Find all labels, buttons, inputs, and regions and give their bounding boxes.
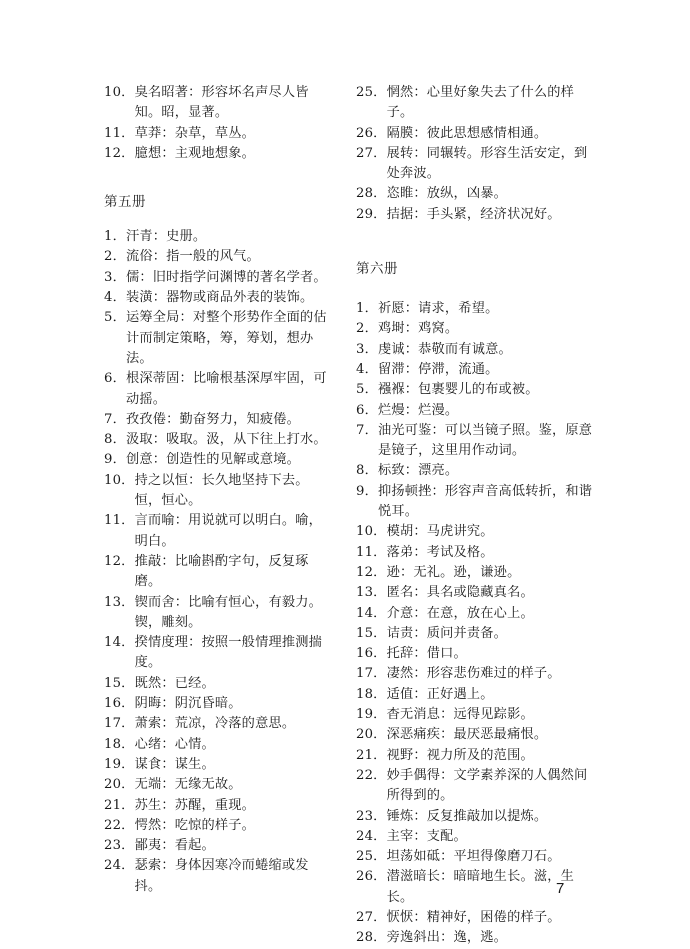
entry-number: 12． <box>104 553 135 569</box>
glossary-entry <box>104 369 334 410</box>
entry-number: 14． <box>104 635 135 651</box>
entry-text: 介意：在意，放在心上。 <box>386 605 534 621</box>
entry-text: 惘然：心里好象失去了什么的样子。 <box>386 85 575 121</box>
entry-number: 19． <box>356 707 387 723</box>
entry-text: 杳无消息：远得见踪影。 <box>386 707 534 723</box>
entry-text: 创意：创造性的见解或意境。 <box>125 452 301 468</box>
entry-text: 臆想：主观地想象。 <box>134 145 256 161</box>
glossary-entry <box>356 184 596 204</box>
glossary-entry <box>356 401 596 421</box>
entry-text: 匿名：具名或隐藏真名。 <box>386 585 534 601</box>
glossary-entry <box>356 624 596 644</box>
glossary-entry <box>104 593 334 634</box>
entry-number: 22． <box>104 817 135 833</box>
glossary-entry <box>356 847 596 867</box>
entry-number: 21． <box>104 797 135 813</box>
entry-number: 17． <box>356 666 387 682</box>
entry-text: 适值：正好遇上。 <box>386 686 494 702</box>
glossary-entry <box>356 583 596 603</box>
entry-text: 深恶痛疾：最厌恶最痛恨。 <box>386 727 548 743</box>
entry-number: 4． <box>104 290 126 306</box>
entry-text: 落弟：考试及格。 <box>386 544 494 560</box>
entry-number: 21． <box>356 747 387 763</box>
entry-text: 苏生：苏醒，重现。 <box>134 797 256 813</box>
glossary-entry <box>356 299 596 319</box>
glossary-entry <box>104 775 334 795</box>
entry-text: 妙手偶得：文学素养深的人偶然间所得到的。 <box>386 767 588 804</box>
glossary-entry <box>356 340 596 360</box>
glossary-entry <box>104 836 334 856</box>
entry-number: 10． <box>104 85 135 100</box>
entry-number: 8． <box>104 432 126 448</box>
entry-number: 1． <box>104 229 126 245</box>
entry-text: 凄然：形容悲伤难过的样子。 <box>386 666 561 682</box>
page-number: 7 <box>556 880 565 897</box>
entry-list-left-2 <box>104 227 334 897</box>
glossary-entry <box>104 856 334 897</box>
entry-number: 2． <box>356 321 378 337</box>
glossary-entry <box>104 511 334 552</box>
glossary-entry <box>356 360 596 380</box>
entry-text: 油光可鉴：可以当镜子照。鉴，原意是镜子，这里用作动词。 <box>377 422 593 459</box>
entry-number: 23． <box>356 808 387 824</box>
entry-number: 5． <box>104 310 126 326</box>
entry-number: 23． <box>104 838 135 854</box>
entry-number: 27． <box>356 909 387 925</box>
entry-number: 22． <box>356 767 387 783</box>
entry-number: 1． <box>356 301 378 317</box>
entry-text: 心绪：心情。 <box>134 736 215 752</box>
entry-number: 16． <box>104 696 135 712</box>
entry-text: 流俗：指一般的风气。 <box>125 249 260 265</box>
entry-text: 鸡埘：鸡窝。 <box>377 321 459 337</box>
entry-text: 阴晦：阴沉昏暗。 <box>134 696 242 712</box>
glossary-entry <box>104 247 334 267</box>
glossary-entry <box>356 522 596 542</box>
entry-number: 24． <box>104 858 135 874</box>
glossary-entry <box>104 124 334 144</box>
glossary-entry <box>356 421 596 462</box>
section-title-book-5: 第五册 <box>104 194 146 211</box>
entry-list-right-2 <box>356 299 596 949</box>
glossary-entry <box>104 735 334 755</box>
entry-text: 萧索：荒凉，冷落的意思。 <box>134 716 296 732</box>
glossary-entry <box>104 694 334 714</box>
entry-number: 18． <box>104 736 135 752</box>
entry-text: 运筹全局：对整个形势作全面的估计而制定策略，筹，筹划，想办法。 <box>125 310 327 366</box>
entry-text: 烂熳：烂漫。 <box>377 402 459 418</box>
glossary-entry <box>104 410 334 430</box>
right-column <box>356 83 596 949</box>
entry-text: 标致：漂亮。 <box>377 463 459 479</box>
entry-text: 汲取：吸取。汲，从下往上打水。 <box>125 432 327 448</box>
entry-text: 模胡：马虎讲究。 <box>386 524 494 540</box>
entry-number: 3． <box>104 269 126 285</box>
entry-number: 29． <box>356 206 387 222</box>
section-title-book-6: 第六册 <box>356 261 398 278</box>
glossary-entry <box>104 714 334 734</box>
entry-number: 18． <box>356 686 387 702</box>
entry-text: 锲而舍：比喻有恒心，有毅力。锲，雕刻。 <box>134 594 323 630</box>
entry-text: 锤炼：反复推敲加以提炼。 <box>386 808 548 824</box>
entry-number: 11． <box>356 544 387 560</box>
glossary-entry <box>104 308 334 369</box>
glossary-entry <box>104 471 334 512</box>
entry-text: 坦荡如砥：平坦得像磨刀石。 <box>386 849 561 865</box>
entry-text: 草莽：杂草，草丛。 <box>134 125 256 141</box>
glossary-entry <box>104 430 334 450</box>
glossary-entry <box>104 144 334 164</box>
entry-number: 16． <box>356 646 387 662</box>
entry-text: 逊：无礼。逊，谦逊。 <box>386 564 521 580</box>
entry-text: 言而喻：用说就可以明白。喻，明白。 <box>134 513 323 549</box>
glossary-entry <box>356 766 596 807</box>
entry-number: 8． <box>356 463 378 479</box>
left-column <box>104 83 334 897</box>
glossary-entry <box>356 205 596 225</box>
entry-text: 潜滋暗长：暗暗地生长。滋，生长。 <box>386 869 575 905</box>
entry-number: 10． <box>104 472 135 488</box>
entry-text: 汗青：史册。 <box>125 229 207 245</box>
glossary-entry <box>356 144 596 185</box>
entry-number: 11． <box>104 125 135 141</box>
entry-number: 12． <box>104 145 135 161</box>
glossary-entry <box>356 461 596 481</box>
entry-list-left-1 <box>104 83 334 164</box>
entry-number: 15． <box>356 625 387 641</box>
glossary-entry <box>104 796 334 816</box>
glossary-entry <box>104 633 334 674</box>
entry-text: 主宰：支配。 <box>386 828 467 844</box>
entry-text: 隔膜：彼此思想感情相通。 <box>386 125 548 141</box>
glossary-entry <box>356 604 596 624</box>
glossary-entry <box>104 83 334 124</box>
entry-number: 4． <box>356 361 378 377</box>
glossary-entry <box>356 746 596 766</box>
entry-number: 26． <box>356 125 387 141</box>
entry-number: 7． <box>104 411 126 427</box>
entry-text: 襁褓：包裹婴儿的布或被。 <box>377 382 539 398</box>
entry-text: 儒：旧时指学问渊博的著名学者。 <box>125 269 327 285</box>
entry-list-right-1 <box>356 83 596 225</box>
entry-text: 恣睢：放纵，凶暴。 <box>386 186 508 202</box>
entry-number: 25． <box>356 85 387 100</box>
entry-text: 瑟索：身体因寒冷而蜷缩或发抖。 <box>134 858 309 894</box>
glossary-entry <box>356 928 596 948</box>
glossary-entry <box>104 816 334 836</box>
glossary-entry <box>356 319 596 339</box>
entry-text: 持之以恒：长久地坚持下去。恒，恒心。 <box>134 472 309 509</box>
entry-number: 6． <box>356 402 378 418</box>
glossary-entry <box>356 807 596 827</box>
entry-number: 3． <box>356 341 378 357</box>
entry-text: 托辞：借口。 <box>386 646 467 662</box>
entry-text: 装潢：器物或商品外表的装饰。 <box>125 290 314 306</box>
entry-number: 7． <box>356 422 378 438</box>
entry-text: 诘责：质问并责备。 <box>386 625 508 641</box>
entry-text: 谋食：谋生。 <box>134 756 215 772</box>
entry-number: 9． <box>104 452 126 468</box>
entry-text: 孜孜倦：勤奋努力，知疲倦。 <box>125 411 301 427</box>
entry-text: 推敲：比喻斟酌字句，反复琢磨。 <box>134 553 309 590</box>
glossary-entry <box>104 268 334 288</box>
entry-text: 留滞：停滞，流通。 <box>377 361 499 377</box>
entry-number: 15． <box>104 675 135 691</box>
entry-number: 27． <box>356 145 387 161</box>
entry-text: 无端：无缘无故。 <box>134 777 242 793</box>
entry-number: 12． <box>356 564 387 580</box>
entry-text: 揆情度理：按照一般情理推测揣度。 <box>134 635 323 671</box>
entry-number: 19． <box>104 756 135 772</box>
entry-number: 10． <box>356 524 387 540</box>
glossary-entry <box>356 664 596 684</box>
entry-number: 14． <box>356 605 387 621</box>
entry-number: 5． <box>356 382 378 398</box>
glossary-entry <box>356 725 596 745</box>
entry-text: 虔诚：恭敬而有诚意。 <box>377 341 512 357</box>
entry-number: 9． <box>356 483 378 499</box>
entry-number: 28． <box>356 186 387 202</box>
entry-number: 28． <box>356 930 387 946</box>
glossary-entry <box>356 482 596 523</box>
entry-text: 拮据：手头紧，经济状况好。 <box>386 206 561 222</box>
glossary-entry <box>104 288 334 308</box>
entry-number: 24． <box>356 828 387 844</box>
glossary-entry <box>104 755 334 775</box>
glossary-entry <box>356 827 596 847</box>
glossary-entry <box>104 450 334 470</box>
entry-number: 17． <box>104 716 135 732</box>
glossary-entry <box>356 563 596 583</box>
entry-text: 视野：视力所及的范围。 <box>386 747 534 763</box>
entry-text: 根深蒂固：比喻根基深厚牢固，可动摇。 <box>125 371 327 407</box>
entry-text: 鄙夷：看起。 <box>134 838 215 854</box>
glossary-entry <box>104 227 334 247</box>
glossary-entry <box>356 124 596 144</box>
entry-number: 20． <box>104 777 135 793</box>
entry-text: 祈愿：请求，希望。 <box>377 301 499 317</box>
glossary-entry <box>356 543 596 563</box>
entry-number: 13． <box>356 585 387 601</box>
glossary-entry <box>356 705 596 725</box>
glossary-entry <box>104 674 334 694</box>
entry-number: 6． <box>104 371 126 387</box>
entry-number: 2． <box>104 249 126 265</box>
entry-number: 25． <box>356 849 387 865</box>
glossary-entry <box>356 644 596 664</box>
glossary-entry <box>104 552 334 593</box>
glossary-entry <box>356 83 596 124</box>
entry-text: 抑扬顿挫：形容声音高低转折，和谐悦耳。 <box>377 483 593 520</box>
entry-text: 旁逸斜出：逸，逃。 <box>386 930 508 946</box>
entry-number: 26． <box>356 869 387 885</box>
entry-text: 展转：同辗转。形容生活安定，到处奔波。 <box>386 145 588 182</box>
entry-text: 恹恹：精神好，困倦的样子。 <box>386 909 561 925</box>
glossary-entry <box>356 908 596 928</box>
entry-number: 13． <box>104 594 135 610</box>
glossary-entry <box>356 685 596 705</box>
glossary-entry <box>356 380 596 400</box>
entry-text: 既然：已经。 <box>134 675 215 691</box>
entry-number: 11． <box>104 513 135 529</box>
entry-number: 20． <box>356 727 387 743</box>
entry-text: 愕然：吃惊的样子。 <box>134 817 256 833</box>
entry-text: 臭名昭著：形容坏名声尽人皆知。昭，显著。 <box>134 85 309 121</box>
